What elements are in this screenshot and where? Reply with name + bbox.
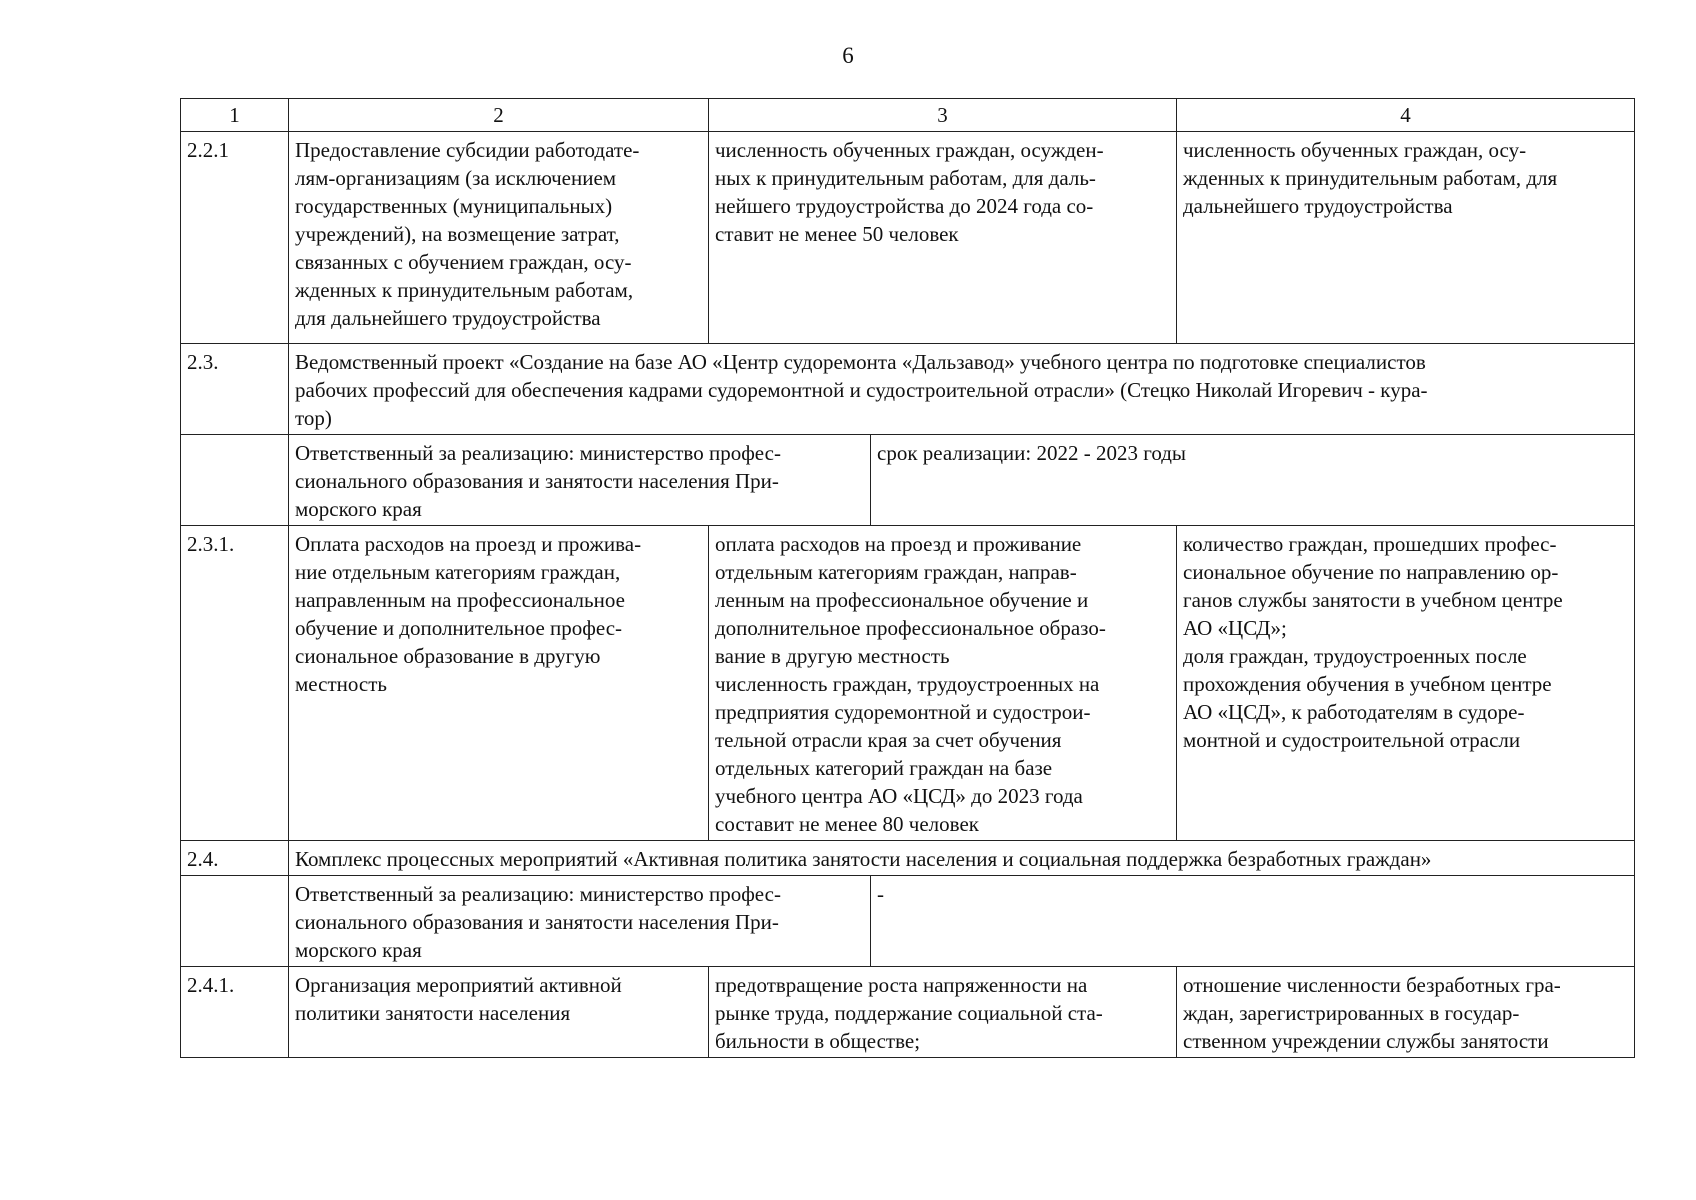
text-line: тор) (295, 406, 332, 430)
table-row-2-3-1 (181, 526, 1635, 841)
measure-name-cell (289, 132, 709, 344)
text-line: - (877, 882, 884, 906)
text-line: Оплата расходов на проезд и прожива- (295, 532, 642, 556)
table-row-2-3-responsible (181, 435, 1635, 526)
row-number: 2.2.1 (181, 132, 289, 344)
text-line: АО «ЦСД»; (1183, 616, 1287, 640)
text-line: ждан, зарегистрированных в государ- (1183, 1001, 1520, 1025)
text-line: ленным на профессиональное обучение и (715, 588, 1089, 612)
text-line: сиональное образование в другую (295, 644, 601, 668)
indicator-cell (1177, 967, 1635, 1058)
text-line: ственном учреждении службы занятости (1183, 1029, 1549, 1053)
project-title-cell (289, 344, 1635, 435)
text-line: нейшего трудоустройства до 2024 года со- (715, 194, 1094, 218)
text-line: учебного центра АО «ЦСД» до 2023 года (715, 784, 1083, 808)
table-row-2-4-1 (181, 967, 1635, 1058)
text-line: тельной отрасли края за счет обучения (715, 728, 1062, 752)
measures-table (180, 98, 1635, 1058)
text-line: отношение численности безработных гра- (1183, 973, 1561, 997)
text-line: ние отдельным категориям граждан, (295, 560, 621, 584)
complex-title-cell (289, 841, 1635, 876)
text-line: численность граждан, трудоустроенных на (715, 672, 1100, 696)
text-line: Комплекс процессных мероприятий «Активная политика занятости населения и социальная поддержка безработных граждан» (295, 847, 1432, 871)
text-line: численность обученных граждан, осужден- (715, 138, 1104, 162)
text-line: морского края (295, 497, 422, 521)
text-line: Организация мероприятий активной (295, 973, 622, 997)
text-line: политики занятости населения (295, 1001, 571, 1025)
text-line: морского края (295, 938, 422, 962)
text-line: бильности в обществе; (715, 1029, 921, 1053)
text-line: прохождения обучения в учебном центре (1183, 672, 1552, 696)
text-line: оплата расходов на проезд и проживание (715, 532, 1082, 556)
text-line: отдельным категориям граждан, направ- (715, 560, 1077, 584)
table-row-2-2-1 (181, 132, 1635, 344)
text-line: срок реализации: 2022 - 2023 годы (877, 441, 1187, 465)
text-line: составит не менее 80 человек (715, 812, 979, 836)
text-line: государственных (муниципальных) (295, 194, 613, 218)
column-number-row (181, 99, 1635, 132)
responsible-cell (289, 876, 871, 967)
text-line: АО «ЦСД», к работодателям в судоре- (1183, 700, 1525, 724)
text-line: Ведомственный проект «Создание на базе АО «Центр судоремонта «Дальзавод» учебного центра по подготовке специалистов (295, 350, 1426, 374)
row-number: 2.4.1. (181, 967, 289, 1058)
empty-number-cell (181, 876, 289, 967)
text-line: для дальнейшего трудоустройства (295, 306, 601, 330)
text-line: Предоставление субсидии работодате- (295, 138, 640, 162)
text-line: связанных с обучением граждан, осу- (295, 250, 632, 274)
text-line: ганов службы занятости в учебном центре (1183, 588, 1563, 612)
implementation-period-cell (871, 876, 1635, 967)
text-line: жденных к принудительным работам, (295, 278, 634, 302)
text-line: ных к принудительным работам, для даль- (715, 166, 1096, 190)
row-number: 2.4. (181, 841, 289, 876)
text-line: учреждений), на возмещение затрат, (295, 222, 620, 246)
responsible-cell (289, 435, 871, 526)
measure-name-cell (289, 526, 709, 841)
indicator-cell (1177, 132, 1635, 344)
indicator-cell (1177, 526, 1635, 841)
page-number: 6 (842, 43, 854, 68)
row-number: 2.3.1. (181, 526, 289, 841)
empty-number-cell (181, 435, 289, 526)
text-line: численность обученных граждан, осу- (1183, 138, 1527, 162)
text-line: Ответственный за реализацию: министерство профес- (295, 441, 781, 465)
measure-name-cell (289, 967, 709, 1058)
text-line: сионального образования и занятости населения При- (295, 469, 779, 493)
text-line: рынке труда, поддержание социальной ста- (715, 1001, 1103, 1025)
text-line: рабочих профессий для обеспечения кадрами судоремонтной и судостроительной отрасли» (Стецко Николай Игоревич - кура- (295, 378, 1428, 402)
text-line: жденных к принудительным работам, для (1183, 166, 1558, 190)
table-row-2-4 (181, 841, 1635, 876)
column-number-1: 1 (181, 99, 289, 132)
text-line: дальнейшего трудоустройства (1183, 194, 1453, 218)
text-line: доля граждан, трудоустроенных после (1183, 644, 1527, 668)
text-line: монтной и судостроительной отрасли (1183, 728, 1521, 752)
text-line: направленным на профессиональное (295, 588, 625, 612)
text-line: вание в другую местность (715, 644, 950, 668)
text-line: отдельных категорий граждан на базе (715, 756, 1053, 780)
text-line: Ответственный за реализацию: министерство профес- (295, 882, 781, 906)
column-number-4: 4 (1177, 99, 1635, 132)
text-line: обучение и дополнительное профес- (295, 616, 623, 640)
text-line: сиональное обучение по направлению ор- (1183, 560, 1559, 584)
text-line: предприятия судоремонтной и судострои- (715, 700, 1091, 724)
implementation-period-cell (871, 435, 1635, 526)
expected-result-cell (709, 132, 1177, 344)
row-number: 2.3. (181, 344, 289, 435)
table-row-2-3 (181, 344, 1635, 435)
table-row-2-4-responsible (181, 876, 1635, 967)
expected-result-cell (709, 526, 1177, 841)
column-number-2: 2 (289, 99, 709, 132)
expected-result-cell (709, 967, 1177, 1058)
text-line: лям-организациям (за исключением (295, 166, 617, 190)
text-line: сионального образования и занятости населения При- (295, 910, 779, 934)
text-line: количество граждан, прошедших профес- (1183, 532, 1557, 556)
text-line: предотвращение роста напряженности на (715, 973, 1088, 997)
text-line: дополнительное профессиональное образо- (715, 616, 1106, 640)
column-number-3: 3 (709, 99, 1177, 132)
text-line: ставит не менее 50 человек (715, 222, 959, 246)
text-line: местность (295, 672, 387, 696)
